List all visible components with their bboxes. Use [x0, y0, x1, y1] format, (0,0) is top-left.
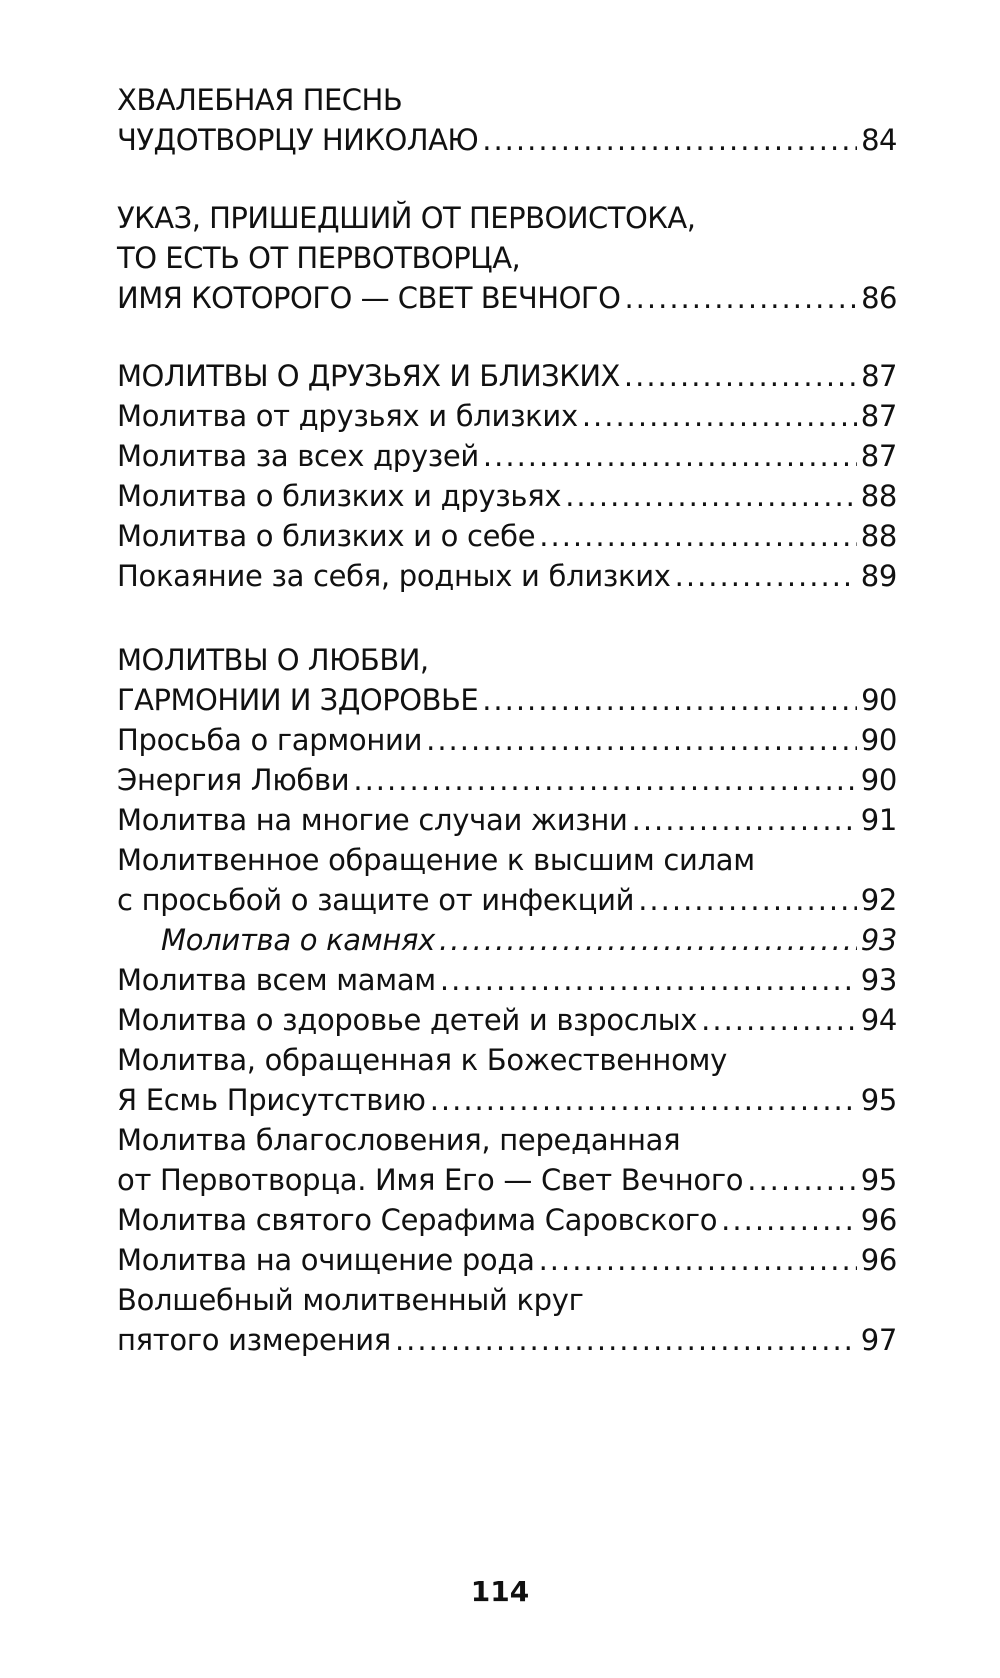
toc-line	[117, 640, 897, 680]
page-ref: 93	[860, 963, 897, 997]
toc-item-label: Молитва святого Серафима Саровского	[117, 1203, 718, 1237]
dot-leader	[632, 800, 857, 840]
toc-entry[interactable]	[117, 1000, 897, 1040]
toc-section-love	[117, 640, 897, 1360]
toc-heading: ХВАЛЕБНАЯ ПЕСНЬ	[117, 83, 403, 117]
toc-item-label: Молитва от друзьях и близких	[117, 399, 578, 433]
toc-entry[interactable]	[117, 1320, 897, 1360]
table-of-contents	[117, 80, 897, 1360]
toc-line	[117, 840, 897, 880]
dot-leader	[426, 720, 857, 760]
page-ref: 97	[860, 1323, 897, 1357]
toc-entry[interactable]	[117, 1200, 897, 1240]
dot-leader	[675, 556, 857, 596]
toc-item-label: от Первотворца. Имя Его — Свет Вечного	[117, 1163, 744, 1197]
toc-heading: ИМЯ КОТОРОГО — СВЕТ ВЕЧНОГО	[117, 281, 621, 315]
page-ref: 92	[860, 883, 897, 917]
toc-line	[117, 238, 897, 278]
toc-item-label: Молитва на очищение рода	[117, 1243, 535, 1277]
toc-entry[interactable]	[117, 960, 897, 1000]
dot-leader	[624, 278, 857, 318]
page-ref: 93	[860, 923, 897, 957]
toc-item-label: Молитва за всех друзей	[117, 439, 479, 473]
toc-item-label: Молитва благословения, переданная	[117, 1123, 681, 1157]
page-ref: 87	[860, 439, 897, 473]
page-ref: 96	[860, 1203, 897, 1237]
toc-section-friends	[117, 356, 897, 596]
dot-leader	[482, 680, 857, 720]
toc-heading: ЧУДОТВОРЦУ НИКОЛАЮ	[117, 123, 479, 157]
page-ref: 90	[860, 763, 897, 797]
toc-entry[interactable]	[117, 476, 897, 516]
toc-item-label: Молитвенное обращение к высшим силам	[117, 843, 755, 877]
toc-item-label: пятого измерения	[117, 1323, 391, 1357]
toc-item-label: Молитва о близких и друзьях	[117, 479, 562, 513]
toc-line	[117, 198, 897, 238]
toc-entry[interactable]	[117, 278, 897, 318]
toc-entry[interactable]	[117, 760, 897, 800]
dot-leader	[395, 1320, 857, 1360]
page-ref: 91	[860, 803, 897, 837]
toc-entry[interactable]	[117, 516, 897, 556]
toc-entry[interactable]	[117, 120, 897, 160]
page-ref: 86	[861, 281, 897, 315]
toc-entry[interactable]	[117, 396, 897, 436]
toc-heading: МОЛИТВЫ О ЛЮБВИ,	[117, 643, 429, 677]
toc-item-label: Волшебный молитвенный круг	[117, 1283, 584, 1317]
page-ref: 95	[860, 1083, 897, 1117]
toc-item-label: Просьба о гармонии	[117, 723, 423, 757]
page-ref: 87	[861, 359, 897, 393]
toc-heading: МОЛИТВЫ О ДРУЗЬЯХ И БЛИЗКИХ	[117, 359, 620, 393]
toc-line	[117, 1280, 897, 1320]
dot-leader	[565, 476, 856, 516]
toc-item-label: Молитва о близких и о себе	[117, 519, 536, 553]
dot-leader	[701, 1000, 857, 1040]
toc-item-label: Энергия Любви	[117, 763, 350, 797]
toc-item-label: Я Есмь Присутствию	[117, 1083, 426, 1117]
toc-entry[interactable]	[117, 556, 897, 596]
toc-section-song	[117, 80, 897, 160]
toc-item-label: Молитва на многие случаи жизни	[117, 803, 628, 837]
toc-entry[interactable]	[117, 880, 897, 920]
dot-leader	[483, 436, 857, 476]
toc-item-label: Молитва о камнях	[161, 923, 436, 957]
dot-leader	[539, 1240, 857, 1280]
toc-entry[interactable]	[117, 436, 897, 476]
dot-leader	[539, 516, 856, 556]
toc-entry[interactable]	[117, 356, 897, 396]
page-ref: 96	[860, 1243, 897, 1277]
toc-entry[interactable]	[117, 720, 897, 760]
dot-leader	[721, 1200, 857, 1240]
toc-item-label: с просьбой о защите от инфекций	[117, 883, 635, 917]
page-ref: 88	[860, 519, 897, 553]
toc-section-decree	[117, 198, 897, 318]
toc-entry[interactable]	[117, 1240, 897, 1280]
dot-leader	[582, 396, 857, 436]
page-ref: 95	[860, 1163, 897, 1197]
page-ref: 90	[861, 683, 897, 717]
page-ref: 87	[860, 399, 897, 433]
dot-leader	[439, 920, 857, 960]
dot-leader	[638, 880, 856, 920]
toc-line	[117, 1040, 897, 1080]
page-ref: 94	[860, 1003, 897, 1037]
toc-item-label: Молитва о здоровье детей и взрослых	[117, 1003, 698, 1037]
toc-heading: ГАРМОНИИ И ЗДОРОВЬЕ	[117, 683, 479, 717]
page-ref: 89	[860, 559, 897, 593]
page-ref: 90	[860, 723, 897, 757]
toc-heading: ТО ЕСТЬ ОТ ПЕРВОТВОРЦА,	[117, 241, 521, 275]
toc-entry[interactable]	[117, 1080, 897, 1120]
toc-item-label: Молитва, обращенная к Божественному	[117, 1043, 727, 1077]
toc-item-label: Молитва всем мамам	[117, 963, 436, 997]
toc-entry[interactable]	[117, 920, 897, 960]
dot-leader	[747, 1160, 856, 1200]
toc-entry[interactable]	[117, 800, 897, 840]
toc-line	[117, 80, 897, 120]
dot-leader	[482, 120, 857, 160]
page-ref: 88	[860, 479, 897, 513]
dot-leader	[353, 760, 856, 800]
dot-leader	[430, 1080, 857, 1120]
toc-line	[117, 1120, 897, 1160]
page-number: 114	[470, 1575, 530, 1608]
toc-item-label: Покаяние за себя, родных и близких	[117, 559, 671, 593]
page-ref: 84	[861, 123, 897, 157]
dot-leader	[624, 356, 857, 396]
toc-entry[interactable]	[117, 680, 897, 720]
toc-entry[interactable]	[117, 1160, 897, 1200]
toc-heading: УКАЗ, ПРИШЕДШИЙ ОТ ПЕРВОИСТОКА,	[117, 201, 696, 235]
dot-leader	[440, 960, 857, 1000]
